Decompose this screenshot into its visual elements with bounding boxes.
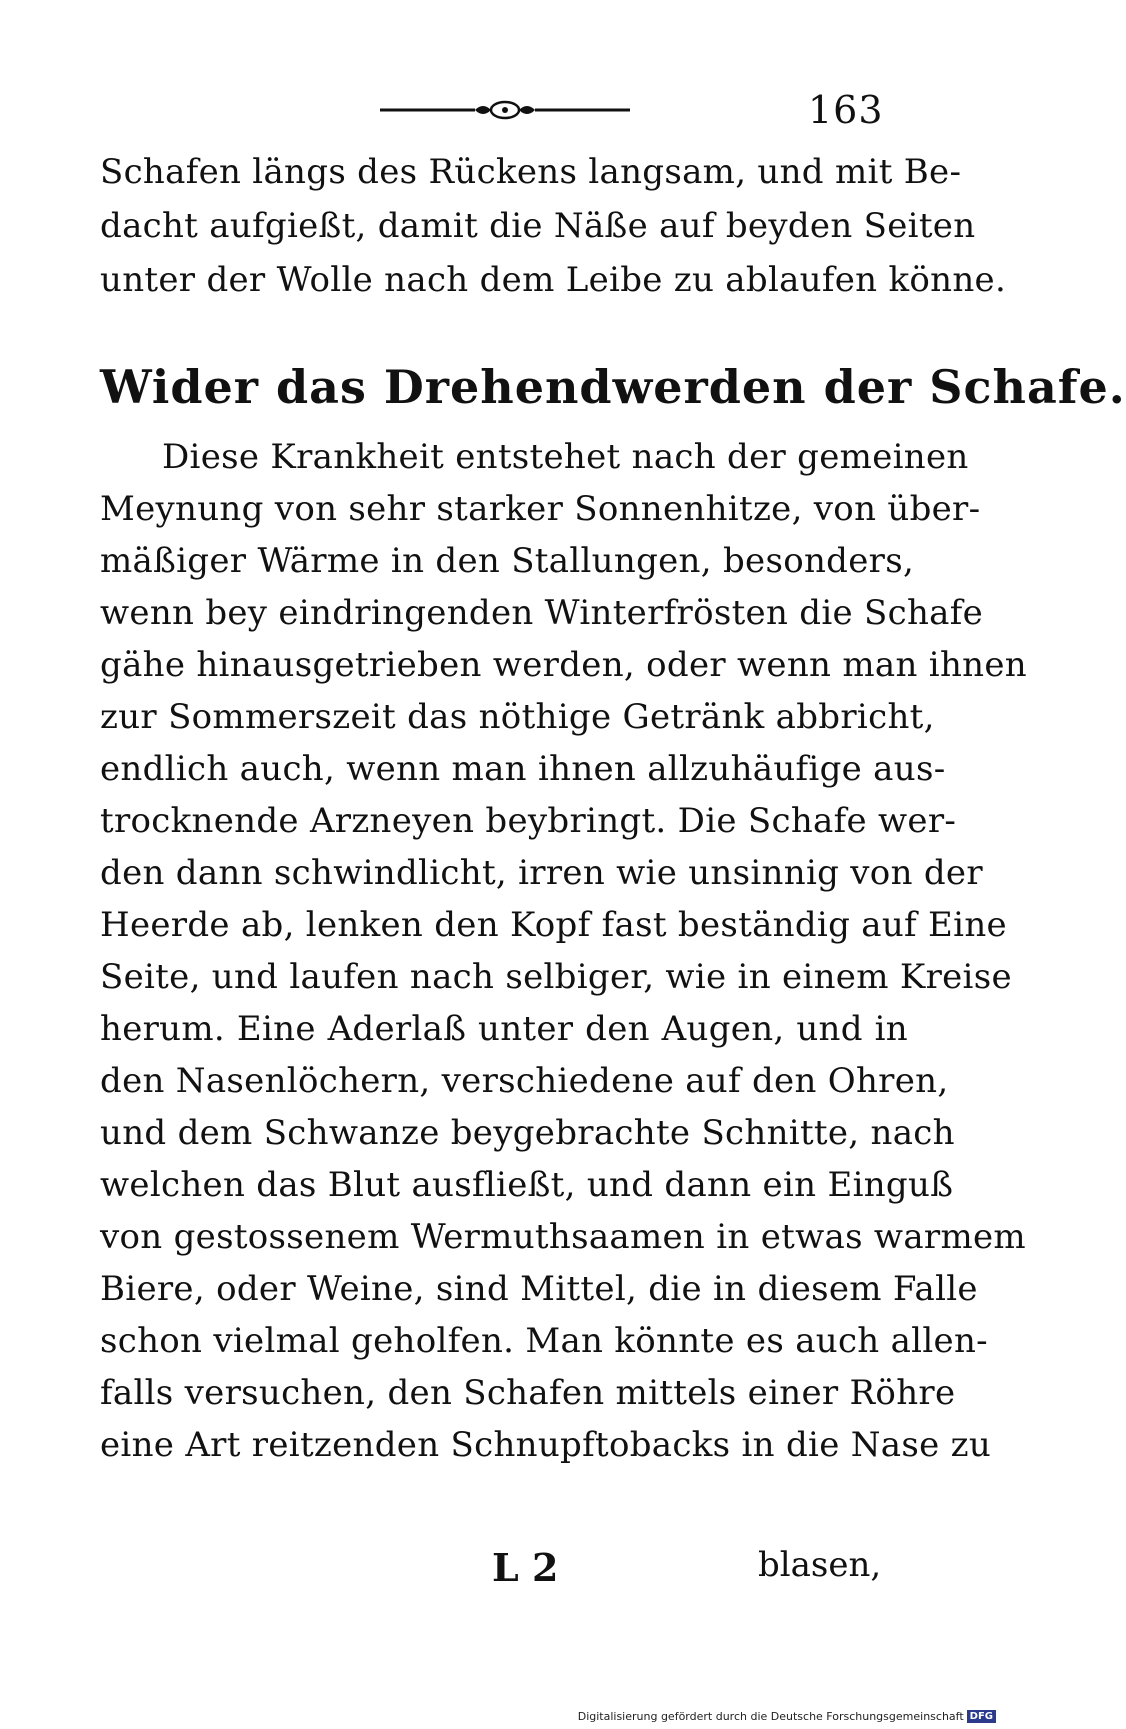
catchword: blasen,	[758, 1545, 882, 1585]
text-line: welchen das Blut ausfließt, und dann ein Einguß	[100, 1165, 954, 1205]
text-line: Schafen längs des Rückens langsam, und mit Be-	[100, 152, 962, 192]
header-ornament	[380, 98, 630, 122]
text-line: zur Sommerszeit das nöthige Getränk abbricht,	[100, 697, 935, 737]
text-line: von gestossenem Wermuthsaamen in etwas warmem	[100, 1217, 1026, 1257]
text-line: gähe hinausgetrieben werden, oder wenn man ihnen	[100, 645, 1027, 685]
text-line: Diese Krankheit entstehet nach der gemeinen	[162, 437, 969, 477]
text-line: schon vielmal geholfen. Man könnte es auch allen-	[100, 1321, 988, 1361]
text-line: Biere, oder Weine, sind Mittel, die in diesem Falle	[100, 1269, 978, 1309]
text-line: mäßiger Wärme in den Stallungen, besonders,	[100, 541, 915, 581]
text-line: Heerde ab, lenken den Kopf fast beständig auf Eine	[100, 905, 1007, 945]
text-line: endlich auch, wenn man ihnen allzuhäufige aus-	[100, 749, 946, 789]
dfg-logo: DFG	[967, 1710, 996, 1723]
text-line: dacht aufgießt, damit die Näße auf beyden Seiten	[100, 206, 976, 246]
text-line: Meynung von sehr starker Sonnenhitze, von über-	[100, 489, 981, 529]
text-line: den Nasenlöchern, verschiedene auf den Ohren,	[100, 1061, 949, 1101]
credit-text: Digitalisierung gefördert durch die Deutsche Forschungsgemeinschaft	[577, 1710, 964, 1723]
signature-mark: L 2	[492, 1545, 559, 1590]
text-line: und dem Schwanze beygebrachte Schnitte, nach	[100, 1113, 955, 1153]
section-heading: Wider das Drehendwerden der Schafe.	[100, 360, 1126, 414]
text-line: Seite, und laufen nach selbiger, wie in einem Kreise	[100, 957, 1012, 997]
text-line: herum. Eine Aderlaß unter den Augen, und in	[100, 1009, 908, 1049]
page-number: 163	[808, 88, 884, 132]
text-line: wenn bey eindringenden Winterfrösten die Schafe	[100, 593, 984, 633]
text-line: unter der Wolle nach dem Leibe zu ablaufen könne.	[100, 260, 1007, 300]
digitization-credit	[578, 1710, 996, 1723]
text-line: falls versuchen, den Schafen mittels einer Röhre	[100, 1373, 956, 1413]
text-line: trocknende Arzneyen beybringt. Die Schafe wer-	[100, 801, 957, 841]
text-line: eine Art reitzenden Schnupftobacks in die Nase zu	[100, 1425, 992, 1465]
text-line: den dann schwindlicht, irren wie unsinnig von der	[100, 853, 983, 893]
